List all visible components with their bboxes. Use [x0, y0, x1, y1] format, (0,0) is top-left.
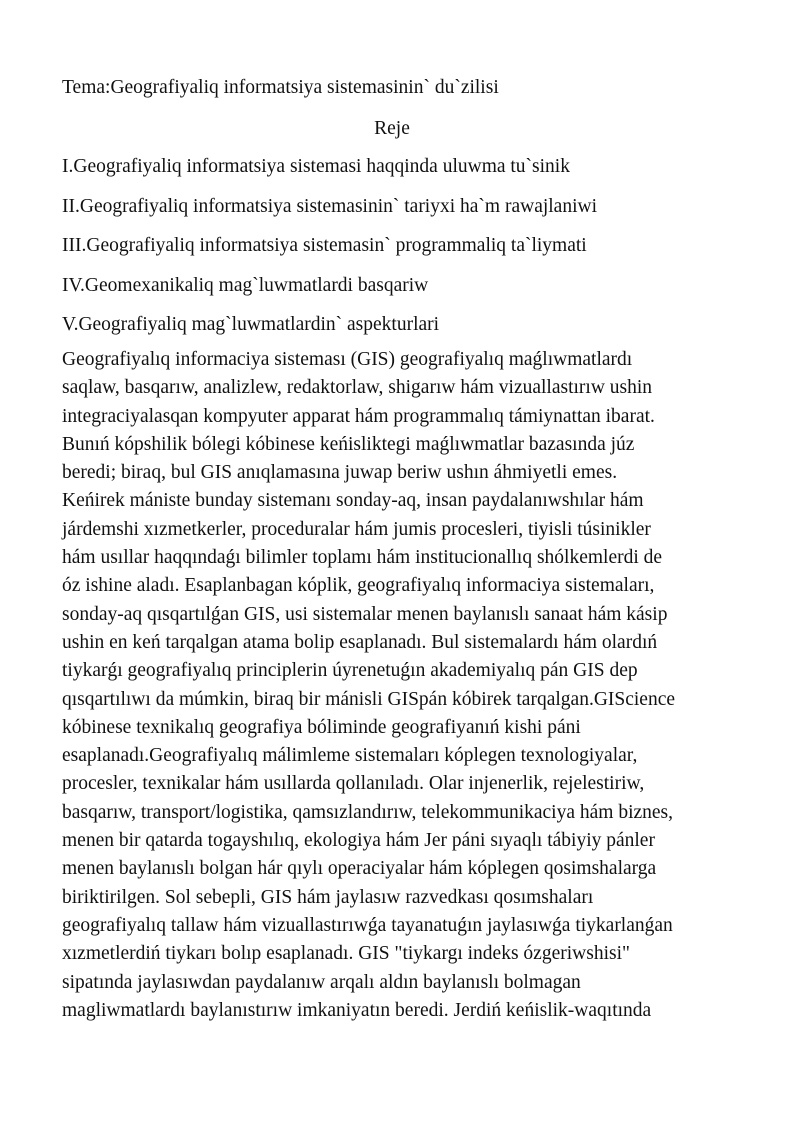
- body-line: Geografiyalıq informaciya sisteması (GIS) geografiyalıq maǵlıwmatlardı: [62, 349, 633, 370]
- body-line: esaplanadı.Geografiyalıq málimleme sistemaları kóplegen texnologiyalar,: [62, 745, 638, 767]
- body-line: geografiyalıq tallaw hám vizuallastırıwǵa tayanatuǵın jaylasıwǵa tiykarlanǵan: [62, 914, 673, 936]
- body-line: hám usıllar haqqındaǵı bilimler toplamı hám institucionallıq shólkemlerdi de: [62, 547, 663, 569]
- body-line: kóbinese texnikalıq geografiya bóliminde geografiyanıń kishi páni: [62, 716, 581, 738]
- outline-item: I.Geografiyaliq informatsiya sistemasi haqqinda uluwma tu`sinik: [62, 156, 570, 177]
- body-line: integraciyalasqan kompyuter apparat hám programmalıq támiynattan ibarat.: [62, 405, 655, 427]
- body-line: sonday-aq qısqartılǵan GIS, usi sistemalar menen baylanıslı sanaat hám kásip: [62, 603, 668, 625]
- outline-item: III.Geografiyaliq informatsiya sistemasin` programmaliq ta`liymati: [62, 235, 587, 256]
- body-line: Bunıń kópshilik bólegi kóbinese keńisliktegi maǵlıwmatlar bazasında júz: [62, 433, 635, 455]
- outline-item: IV.Geomexanikaliq mag`luwmatlardi basqariw: [62, 274, 429, 296]
- outline-item: II.Geografiyaliq informatsiya sistemasinin` tariyxi ha`m rawajlaniwi: [62, 195, 598, 217]
- body-line: tiykarǵı geografiyalıq principlerin úyrenetuǵın akademiyalıq pán GIS dep: [62, 660, 638, 682]
- body-line: menen bir qatarda togayshılıq, ekologiya hám Jer páni sıyaqlı tábiyiy pánler: [62, 830, 655, 852]
- plan-outline: [62, 155, 597, 353]
- body-line: ushin en keń tarqalgan atama bolip esaplanadı. Bul sistemalardı hám olardıń: [62, 631, 658, 653]
- plan-heading: Reje: [374, 118, 410, 139]
- body-line: magliwmatlardı baylanıstırıw imkaniyatın beredi. Jerdiń keńislik-waqıtında: [62, 999, 652, 1021]
- body-line: procesler, texnikalar hám usıllarda qollanıladı. Olar injenerlik, rejelestiriw,: [62, 773, 645, 795]
- outline-item: V.Geografiyaliq mag`luwmatlardin` aspekturlari: [62, 314, 440, 335]
- document-title: Tema:Geografiyaliq informatsiya sistemasinin` du`zilisi: [62, 77, 499, 98]
- body-line: beredi; biraq, bul GIS anıqlamasına juwap beriw ushın áhmiyetli emes.: [62, 462, 618, 484]
- body-line: saqlaw, basqarıw, analizlew, redaktorlaw, shigarıw hám vizuallastırıw ushin: [62, 377, 653, 399]
- body-line: sipatında jaylasıwdan paydalanıw arqalı aldın baylanıslı bolmagan: [62, 971, 581, 993]
- body-line: óz ishine aladı. Esaplanbagan kóplik, geografiyalıq informaciya sistemaları,: [62, 575, 655, 597]
- body-line: biriktirilgen. Sol sebepli, GIS hám jaylasıw razvedkası qosımshaları: [62, 886, 594, 908]
- body-line: qısqartılıwı da múmkin, biraq bir mánisli GISpán kóbirek tarqalgan.GIScience: [62, 688, 676, 710]
- body-line: járdemshi xızmetkerler, proceduralar hám jumis procesleri, tiyisli túsinikler: [62, 518, 651, 540]
- body-line: xızmetlerdiń tiykarı bolıp esaplanadı. GIS "tiykargı indeks ózgeriwshisi": [62, 943, 630, 965]
- body-line: basqarıw, transport/logistika, qamsızlandırıw, telekommunikaciya hám biznes,: [62, 801, 674, 823]
- body-line: menen baylanıslı bolgan hár qıylı operaciyalar hám kóplegen qosimshalarga: [62, 858, 657, 880]
- body-line: Keńirek mániste bunday sistemanı sonday-aq, insan paydalanıwshılar hám: [62, 490, 644, 512]
- body-paragraph: [62, 346, 762, 1025]
